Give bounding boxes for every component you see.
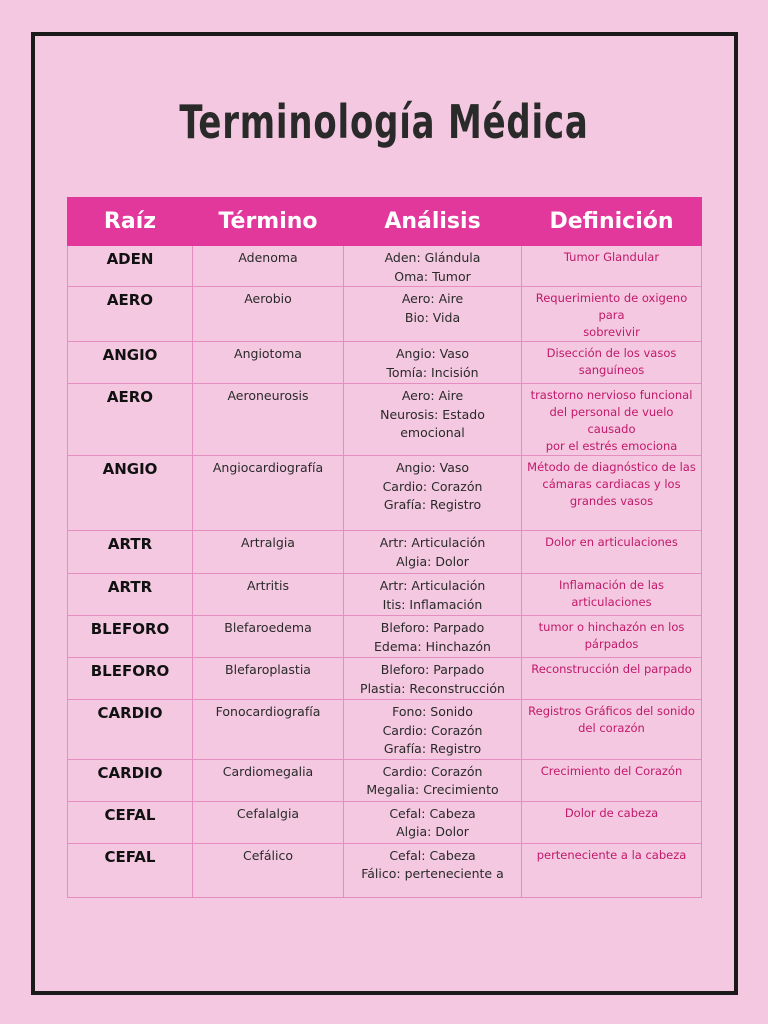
table-row [68, 531, 702, 574]
table-row [68, 287, 702, 342]
definicion-line: Método de diagnóstico de las [527, 460, 696, 474]
definicion-line: Registros Gráficos del sonido [528, 704, 695, 718]
definicion-line: cámaras cardiacas y los [542, 477, 681, 491]
definicion-line: por el estrés emociona [545, 439, 678, 453]
analisis-line: Fálico: perteneciente a [361, 866, 504, 881]
cell-termino: Cefálico [193, 843, 344, 897]
definicion-line: perteneciente a la cabeza [536, 847, 687, 862]
cell-definicion [522, 287, 702, 342]
definicion-line: Inflamación de las [559, 578, 664, 592]
analisis-line: Fono: Sonido [392, 704, 473, 719]
cell-definicion [522, 246, 702, 287]
cell-analisis [344, 759, 522, 801]
cell-termino: Aeroneurosis [193, 384, 344, 456]
cell-analisis [344, 658, 522, 700]
table-row [68, 342, 702, 384]
definicion-line: tumor o hinchazón en los [538, 620, 685, 634]
cell-termino: Blefaroedema [193, 616, 344, 658]
cell-analisis [344, 384, 522, 456]
analisis-line: Bleforo: Parpado [380, 620, 485, 635]
table-row [68, 246, 702, 287]
cell-analisis [344, 287, 522, 342]
table-header-row [68, 198, 702, 246]
cell-raiz: CEFAL [68, 843, 193, 897]
cell-raiz: ANGIO [68, 342, 193, 384]
cell-definicion [522, 531, 702, 574]
cell-analisis [344, 342, 522, 384]
cell-raiz: ARTR [68, 531, 193, 574]
table-row [68, 843, 702, 897]
cell-termino: Fonocardiografía [193, 700, 344, 760]
analisis-line: Bleforo: Parpado [380, 662, 485, 677]
definicion-line: Reconstrucción del parpado [531, 662, 692, 676]
cell-analisis [344, 246, 522, 287]
definicion-line: Disección de los vasos [546, 346, 677, 360]
header-analisis: Análisis [344, 198, 522, 246]
analisis-line: Cefal: Cabeza [389, 847, 476, 863]
analisis-line: Edema: Hinchazón [374, 638, 491, 654]
cell-definicion [522, 843, 702, 897]
cell-raiz: AERO [68, 384, 193, 456]
cell-analisis [344, 531, 522, 574]
analisis-line: Grafía: Registro [383, 741, 482, 756]
cell-termino: Blefaroplastia [193, 658, 344, 700]
header-termino: Término [193, 198, 344, 246]
analisis-line: Aero: Aire [401, 291, 464, 306]
definicion-line: Requerimiento de oxigeno para [535, 291, 688, 322]
cell-definicion [522, 574, 702, 616]
analisis-line: Angio: Vaso [395, 346, 470, 361]
cell-definicion [522, 658, 702, 700]
analisis-line: Tomía: Incisión [386, 364, 479, 380]
definicion-line: articulaciones [571, 595, 652, 609]
cell-termino: Angiocardiografía [193, 456, 344, 531]
terminology-table [67, 197, 702, 898]
analisis-line: Artr: Articulación [379, 535, 486, 550]
cell-analisis [344, 456, 522, 531]
analisis-line: Megalia: Crecimiento [366, 782, 499, 797]
cell-analisis [344, 843, 522, 897]
cell-definicion [522, 384, 702, 456]
cell-raiz: ARTR [68, 574, 193, 616]
cell-analisis [344, 801, 522, 843]
cell-analisis [344, 700, 522, 760]
definicion-line: del corazón [578, 721, 645, 735]
analisis-line: Aero: Aire [401, 388, 464, 403]
table-row [68, 456, 702, 531]
analisis-line: Aden: Glándula [384, 250, 481, 265]
analisis-line: Cardio: Corazón [382, 763, 483, 779]
cell-definicion [522, 700, 702, 760]
cell-raiz: AERO [68, 287, 193, 342]
definicion-line: sobrevivir [583, 325, 640, 339]
table-row [68, 574, 702, 616]
analisis-line: Artr: Articulación [379, 578, 486, 593]
definicion-line: grandes vasos [569, 494, 654, 508]
cell-definicion [522, 342, 702, 384]
cell-raiz: CARDIO [68, 759, 193, 801]
cell-raiz: CEFAL [68, 801, 193, 843]
cell-analisis [344, 616, 522, 658]
definicion-line: párpados [584, 637, 639, 651]
cell-termino: Aerobio [193, 287, 344, 342]
cell-termino: Artritis [193, 574, 344, 616]
definicion-line: trastorno nervioso funcional [530, 388, 693, 402]
cell-termino: Cefalalgia [193, 801, 344, 843]
cell-raiz: CARDIO [68, 700, 193, 760]
analisis-line: Algia: Dolor [396, 553, 469, 569]
analisis-line: Cefal: Cabeza [389, 805, 476, 821]
cell-definicion [522, 801, 702, 843]
cell-raiz: BLEFORO [68, 658, 193, 700]
cell-analisis [344, 574, 522, 616]
cell-termino: Adenoma [193, 246, 344, 287]
analisis-line: Oma: Tumor [394, 268, 471, 284]
cell-termino: Cardiomegalia [193, 759, 344, 801]
cell-definicion [522, 456, 702, 531]
table-row [68, 759, 702, 801]
analisis-line: Algia: Dolor [396, 824, 469, 839]
analisis-line: Itis: Inflamación [382, 596, 483, 612]
cell-termino: Angiotoma [193, 342, 344, 384]
analisis-line: Neurosis: Estado emocional [380, 406, 485, 440]
header-definicion: Definición [522, 198, 702, 246]
table-row [68, 700, 702, 760]
definicion-line: Dolor en articulaciones [545, 535, 678, 549]
table-row [68, 801, 702, 843]
header-raiz: Raíz [68, 198, 193, 246]
definicion-line: del personal de vuelo causado [549, 405, 674, 436]
analisis-line: Angio: Vaso [395, 460, 470, 475]
analisis-line: Cardio: Corazón [382, 722, 483, 738]
cell-definicion [522, 759, 702, 801]
definicion-line: sanguíneos [578, 363, 645, 377]
table-row [68, 384, 702, 456]
cell-raiz: ANGIO [68, 456, 193, 531]
analisis-line: Grafía: Registro [383, 497, 482, 512]
analisis-line: Bio: Vida [404, 309, 461, 325]
cell-definicion [522, 616, 702, 658]
analisis-line: Plastia: Reconstrucción [360, 680, 505, 696]
page-title: Terminología Médica [179, 95, 589, 149]
definicion-line: Tumor Glandular [563, 250, 660, 264]
definicion-line: Dolor de cabeza [564, 805, 659, 820]
cell-termino: Artralgia [193, 531, 344, 574]
table-row [68, 658, 702, 700]
definicion-line: Crecimiento del Corazón [540, 763, 683, 778]
cell-raiz: ADEN [68, 246, 193, 287]
analisis-line: Cardio: Corazón [382, 478, 483, 494]
table-row [68, 616, 702, 658]
cell-raiz: BLEFORO [68, 616, 193, 658]
